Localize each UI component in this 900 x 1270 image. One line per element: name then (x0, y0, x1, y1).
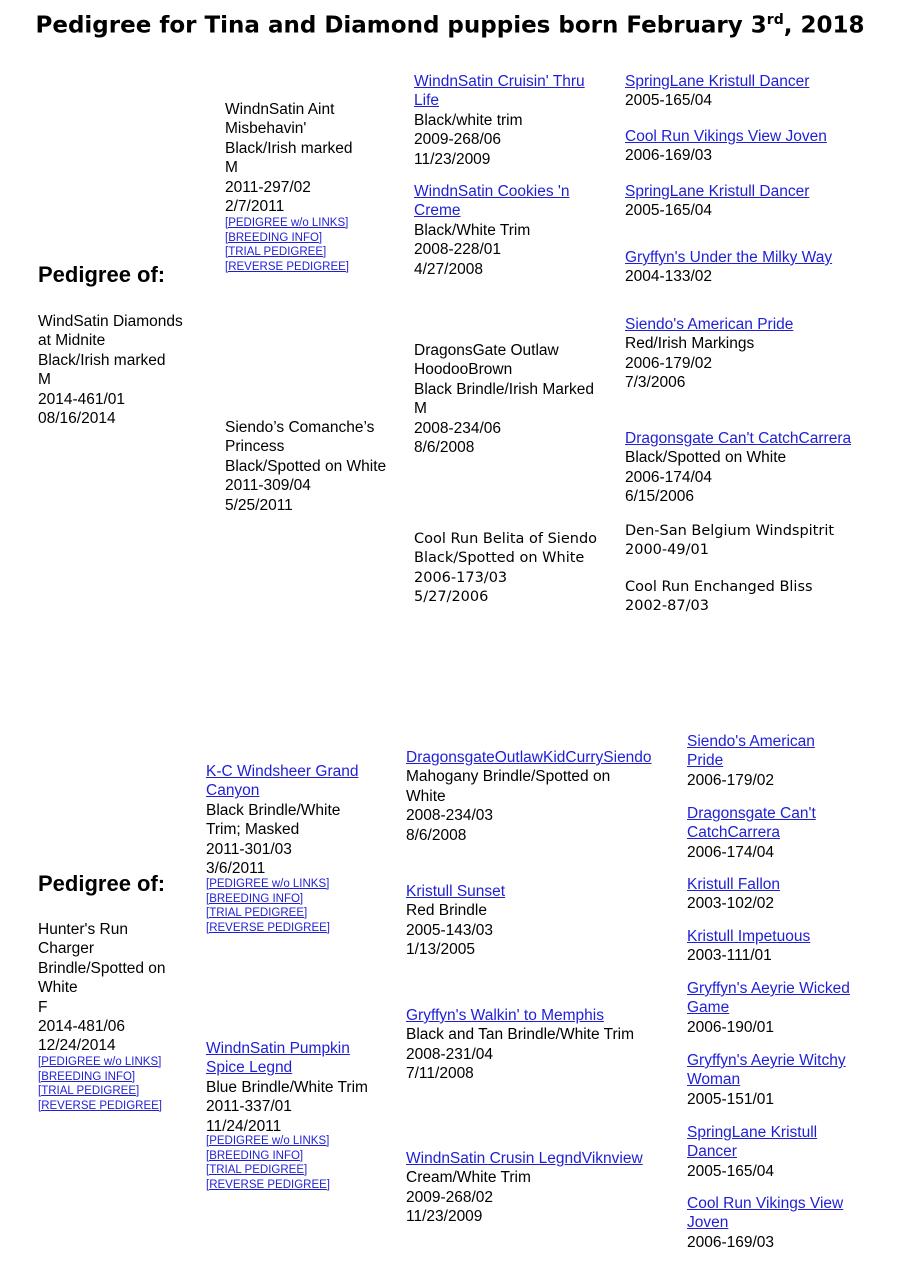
text-line: 08/16/2014 (38, 410, 116, 428)
dog-name-link[interactable]: SpringLane Kristull (687, 1124, 818, 1141)
text-line: 2006-190/01 (687, 1018, 775, 1036)
text-line: Misbehavin' (225, 120, 307, 138)
text-line: 2006-169/03 (625, 147, 713, 165)
text-line: Black/Spotted on White (625, 449, 787, 467)
text-line: Black/Spotted on White (414, 550, 585, 567)
pedigree-1-ggp-2 (625, 127, 827, 166)
pedigree-1-grandparent-2 (414, 182, 569, 279)
text-line: Charger (38, 940, 94, 958)
dog-name-link[interactable]: Spice Legnd (206, 1059, 293, 1077)
text-line: 11/23/2009 (406, 1208, 483, 1226)
text-line: 2003-111/01 (687, 947, 772, 965)
text-line: 2008-228/01 (414, 241, 502, 259)
pedigree-2-ggp-2 (687, 804, 816, 862)
pedigree-2-ggp-4 (687, 927, 810, 966)
text-line: 2011-309/04 (225, 477, 311, 495)
pedigree-1-grandparent-1 (414, 72, 585, 169)
text-line: M (414, 400, 427, 418)
text-line: 2005-143/03 (406, 921, 494, 939)
text-line: F (38, 998, 48, 1016)
text-line: 2002-87/03 (625, 598, 709, 615)
dog-name-link[interactable]: Dancer (687, 1143, 737, 1161)
text-line: 5/25/2011 (225, 496, 293, 514)
text-line: 12/24/2014 (38, 1037, 116, 1055)
dog-name-link[interactable]: CatchCarrera (687, 824, 781, 842)
text-line: 2011-337/01 (206, 1098, 292, 1116)
text-line: Red/Irish Markings (625, 335, 755, 353)
text-line: 8/6/2008 (406, 826, 467, 844)
text-line: 11/23/2009 (414, 150, 491, 168)
dog-name-link[interactable]: WindnSatin Cookies 'n (414, 183, 570, 200)
text-line: 2006-174/04 (625, 468, 713, 486)
text-line: DragonsGate Outlaw (414, 342, 559, 359)
pedigree-action-link[interactable]: [PEDIGREE w/o LINKS] (225, 217, 349, 229)
dog-name-link[interactable]: Pride (687, 752, 724, 770)
text-line: 2005-165/04 (625, 92, 713, 110)
pedigree-2-ggp-7 (687, 1123, 817, 1181)
text-line: White (38, 979, 78, 997)
pedigree-action-link[interactable]: [PEDIGREE w/o LINKS] (206, 878, 330, 890)
dog-name-link[interactable]: Cool Run Vikings View (687, 1195, 844, 1212)
text-line: Blue Brindle/White Trim (206, 1078, 368, 1096)
dog-name-link[interactable]: Siendo's American (687, 733, 815, 750)
text-line: 2014-481/06 (38, 1018, 126, 1036)
text-line: 2006-174/04 (687, 843, 775, 861)
text-line: Trim; Masked (206, 821, 300, 839)
text-line: Black/White Trim (414, 221, 531, 239)
pedigree-2-grandparent-3 (406, 1006, 634, 1084)
text-line: Red Brindle (406, 902, 487, 920)
text-line: 3/6/2011 (206, 860, 266, 878)
dog-name-link[interactable]: Life (414, 92, 439, 110)
pedigree-2-grandparent-4 (406, 1149, 643, 1227)
pedigree-action-link[interactable]: [REVERSE PEDIGREE] (38, 1099, 162, 1112)
pedigree-2-ggp-6 (687, 1051, 846, 1109)
page-title: Pedigree for Tina and Diamond puppies born February 3rd, 2018 (35, 12, 865, 39)
text-line: 2005-165/04 (687, 1162, 775, 1180)
pedigree-1-dam (225, 418, 386, 515)
pedigree-1-ggp-6 (625, 429, 851, 507)
pedigree-action-link[interactable]: [BREEDING INFO] (206, 892, 304, 905)
text-line: Black/white trim (414, 111, 523, 129)
dog-name-link[interactable]: Gryffyn's Under the Milky Way (625, 249, 833, 266)
pedigree-action-link[interactable]: [TRIAL PEDIGREE] (206, 1164, 308, 1176)
pedigree-action-link[interactable]: [TRIAL PEDIGREE] (225, 246, 327, 258)
pedigree-1-ggp-8 (625, 578, 813, 617)
pedigree-1-subject (38, 312, 183, 428)
dog-name-link[interactable]: Dragonsgate Can't CatchCarrera (625, 430, 852, 447)
dog-name-link[interactable]: K-C Windsheer Grand (206, 763, 359, 780)
text-line: 2006-179/02 (687, 771, 775, 789)
pedigree-2-subject (38, 920, 166, 1056)
text-line: 2008-231/04 (406, 1045, 494, 1063)
text-line: 2/7/2011 (225, 198, 285, 216)
pedigree-action-link[interactable]: [PEDIGREE w/o LINKS] (38, 1056, 162, 1068)
pedigree-1-sire (225, 100, 352, 216)
text-line: 6/15/2006 (625, 488, 694, 506)
text-line: 7/3/2006 (625, 374, 686, 392)
pedigree-action-link[interactable]: [REVERSE PEDIGREE] (225, 260, 349, 273)
pedigree-2-sire (206, 762, 358, 878)
dog-name-link[interactable]: WindnSatin Crusin LegndViknview (406, 1150, 643, 1167)
dog-name-link[interactable]: Woman (687, 1071, 741, 1089)
text-line: 2006-173/03 (414, 569, 508, 586)
text-line: Hunter's Run (38, 921, 128, 938)
dog-name-link[interactable]: Canyon (206, 782, 260, 800)
text-line: 2006-179/02 (625, 354, 713, 372)
pedigree-action-link[interactable]: [REVERSE PEDIGREE] (206, 1178, 330, 1191)
pedigree-2-dam-links[interactable] (206, 1134, 330, 1192)
pedigree-2-grandparent-1 (406, 748, 652, 845)
text-line: Cool Run Belita of Siendo (414, 531, 598, 547)
text-line: Cream/White Trim (406, 1169, 531, 1187)
dog-name-link[interactable]: Gryffyn's Walkin' to Memphis (406, 1007, 604, 1024)
text-line: 2014-461/01 (38, 390, 126, 408)
dog-name-link[interactable]: SpringLane Kristull Dancer (625, 183, 810, 200)
text-line: 2011-297/02 (225, 178, 311, 196)
text-line: 2000-49/01 (625, 542, 709, 559)
text-line: Black Brindle/White (206, 801, 341, 819)
text-line: Brindle/Spotted on (38, 959, 166, 977)
pedigree-2-dam (206, 1039, 368, 1136)
dog-name-link[interactable]: WindnSatin Cruisin' Thru (414, 73, 585, 90)
pedigree-action-link[interactable]: [TRIAL PEDIGREE] (38, 1085, 140, 1097)
dog-name-link[interactable]: Joven (687, 1214, 729, 1232)
dog-name-link[interactable]: Dragonsgate Can't (687, 805, 816, 822)
pedigree-action-link[interactable]: [REVERSE PEDIGREE] (206, 921, 330, 934)
text-line: 2004-133/02 (625, 268, 713, 286)
pedigree-2-ggp-3 (687, 875, 780, 914)
text-line: 2005-165/04 (625, 202, 713, 220)
pedigree-2-sire-links[interactable] (206, 877, 330, 935)
text-line: HoodooBrown (414, 361, 513, 379)
pedigree-2-ggp-8 (687, 1194, 843, 1252)
text-line: Princess (225, 438, 285, 456)
text-line: Black/Irish marked (38, 351, 166, 369)
pedigree-action-link[interactable]: [BREEDING INFO] (206, 1149, 304, 1162)
dog-name-link[interactable]: Gryffyn's Aeyrie Wicked (687, 980, 850, 997)
pedigree-1-ggp-5 (625, 315, 793, 393)
text-line: 2008-234/03 (406, 807, 494, 825)
text-line: 11/24/2011 (206, 1117, 282, 1135)
text-line: Black/Spotted on White (225, 457, 387, 475)
text-line: M (225, 159, 238, 177)
pedigree-2-grandparent-2 (406, 882, 505, 960)
pedigree-1-grandparent-3 (414, 341, 594, 457)
dog-name-link[interactable]: Game (687, 999, 730, 1017)
text-line: Black Brindle/Irish Marked (414, 380, 595, 398)
dog-name-link[interactable]: WindnSatin Pumpkin (206, 1040, 350, 1057)
text-line: 7/11/2008 (406, 1065, 474, 1083)
text-line: Cool Run Enchanged Bliss (625, 579, 813, 595)
text-line: Den-San Belgium Windspitrit (625, 523, 835, 539)
text-line: Mahogany Brindle/Spotted on (406, 768, 611, 786)
text-line: 2009-268/06 (414, 131, 502, 149)
text-line: 5/27/2006 (414, 589, 489, 606)
dog-name-link[interactable]: Kristull Impetuous (687, 928, 811, 945)
dog-name-link[interactable]: Siendo's American Pride (625, 316, 794, 333)
text-line: 8/6/2008 (414, 439, 475, 457)
text-line: Siendo’s Comanche’s (225, 419, 375, 436)
dog-name-link[interactable]: Cool Run Vikings View Joven (625, 128, 827, 145)
pedigree-2-ggp-1 (687, 732, 815, 790)
text-line: 2011-301/03 (206, 840, 292, 858)
dog-name-link[interactable]: Creme (414, 202, 461, 220)
text-line: WindSatin Diamonds (38, 313, 183, 330)
dog-name-link[interactable]: SpringLane Kristull Dancer (625, 73, 810, 90)
pedigree-2-ggp-5 (687, 979, 850, 1037)
pedigree-1-heading: Pedigree of: (38, 262, 166, 287)
dog-name-link[interactable]: DragonsgateOutlawKidCurrySiendo (406, 749, 652, 766)
text-line: M (38, 371, 51, 389)
pedigree-action-link[interactable]: [TRIAL PEDIGREE] (206, 907, 308, 919)
text-line: 4/27/2008 (414, 260, 483, 278)
text-line: 2005-151/01 (687, 1090, 775, 1108)
dog-name-link[interactable]: Kristull Sunset (406, 883, 506, 900)
pedigree-1-ggp-1 (625, 72, 809, 111)
text-line: Black/Irish marked (225, 139, 353, 157)
pedigree-2-subject-links[interactable] (38, 1055, 162, 1113)
pedigree-action-link[interactable]: [BREEDING INFO] (225, 231, 323, 244)
text-line: Black and Tan Brindle/White Trim (406, 1026, 635, 1044)
text-line: 2006-169/03 (687, 1233, 775, 1251)
pedigree-1-ggp-3 (625, 182, 809, 221)
pedigree-1-sire-links[interactable] (225, 216, 349, 274)
dog-name-link[interactable]: Gryffyn's Aeyrie Witchy (687, 1052, 846, 1069)
pedigree-2-heading: Pedigree of: (38, 871, 166, 896)
pedigree-1-grandparent-4 (414, 530, 597, 608)
text-line: 2009-268/02 (406, 1188, 494, 1206)
text-line: 1/13/2005 (406, 941, 475, 959)
dog-name-link[interactable]: Kristull Fallon (687, 876, 781, 893)
text-line: 2008-234/06 (414, 419, 502, 437)
text-line: WindnSatin Aint (225, 101, 335, 118)
pedigree-1-ggp-4 (625, 248, 832, 287)
pedigree-1-ggp-7 (625, 522, 834, 561)
text-line: at Midnite (38, 332, 106, 350)
pedigree-action-link[interactable]: [BREEDING INFO] (38, 1070, 136, 1083)
text-line: White (406, 787, 446, 805)
pedigree-action-link[interactable]: [PEDIGREE w/o LINKS] (206, 1135, 330, 1147)
text-line: 2003-102/02 (687, 895, 775, 913)
